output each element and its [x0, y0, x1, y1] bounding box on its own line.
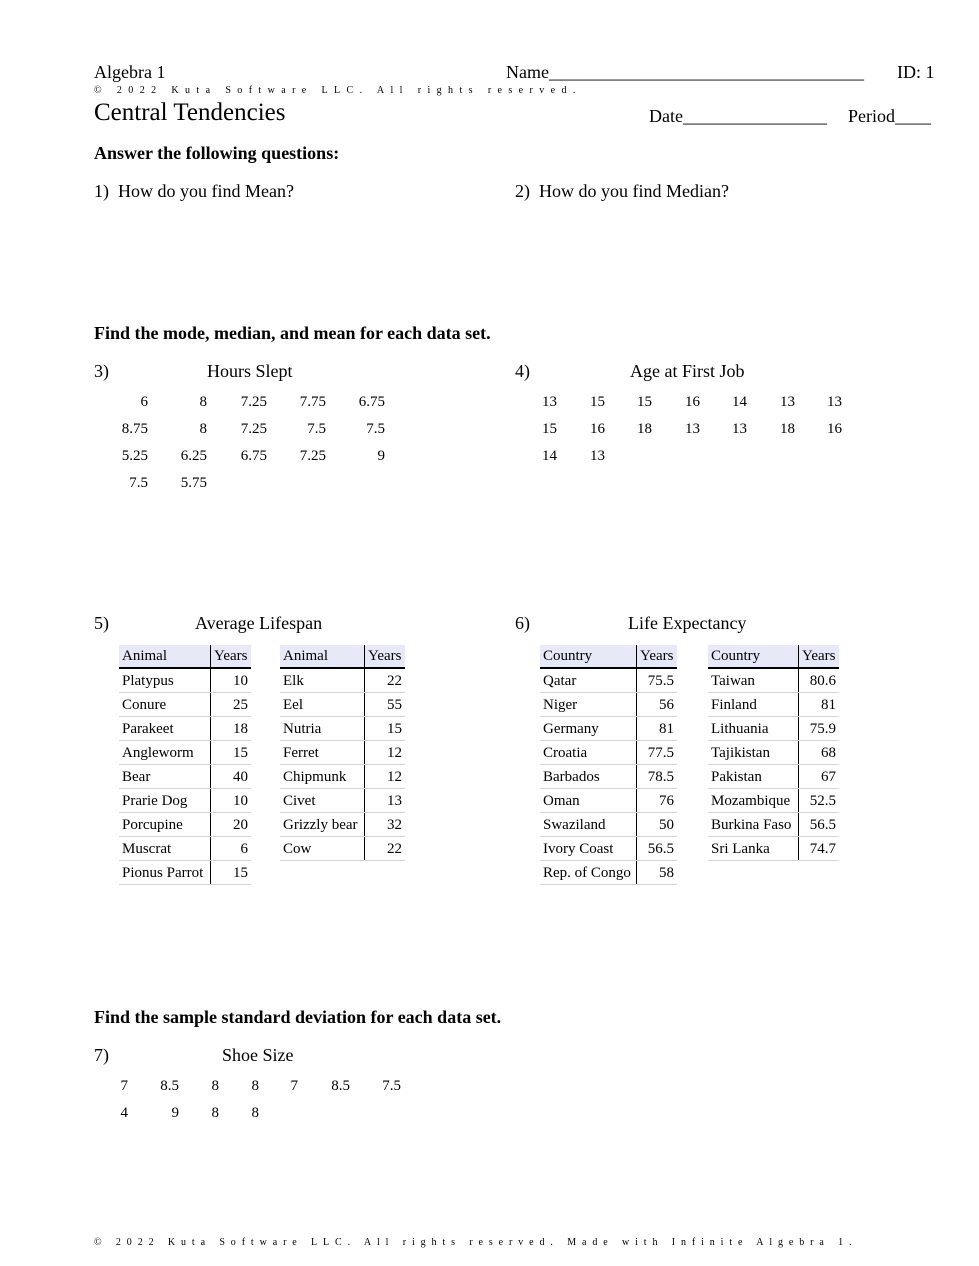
years-cell: 68 [799, 741, 840, 765]
animal-cell: Bear [119, 765, 211, 789]
data-value: 13 [732, 421, 747, 437]
lifespan-table-right [280, 645, 405, 861]
years-cell: 13 [365, 789, 406, 813]
years-cell: 75.9 [799, 717, 840, 741]
date-field-label: Date________________ [649, 106, 827, 126]
table-row [119, 717, 251, 741]
data-value: 18 [637, 421, 652, 437]
animal-cell: Parakeet [119, 717, 211, 741]
question-7-number: 7) [94, 1045, 109, 1065]
years-cell: 32 [365, 813, 406, 837]
data-value: 8.75 [121, 421, 148, 437]
table-row [119, 741, 251, 765]
question-4-number: 4) [515, 361, 530, 381]
country-cell: Lithuania [708, 717, 799, 741]
data-value: 7.5 [366, 421, 385, 437]
years-cell: 75.5 [637, 668, 678, 693]
years-cell: 80.6 [799, 668, 840, 693]
table-row [708, 813, 839, 837]
years-cell: 56 [637, 693, 678, 717]
animal-cell: Ferret [280, 741, 365, 765]
country-cell: Niger [540, 693, 637, 717]
question-1-number: 1) [94, 181, 109, 201]
animal-cell: Muscrat [119, 837, 211, 861]
question-7-title: Shoe Size [222, 1045, 294, 1065]
years-cell: 12 [365, 765, 406, 789]
table-row [280, 837, 405, 861]
table-row [119, 789, 251, 813]
data-value: 9 [171, 1105, 179, 1121]
years-cell: 12 [365, 741, 406, 765]
table-row [119, 668, 251, 693]
section1-instructions: Answer the following questions: [94, 143, 340, 163]
data-value: 7.25 [240, 421, 267, 437]
table-row [280, 693, 405, 717]
table-row [280, 765, 405, 789]
animal-cell: Pionus Parrot [119, 861, 211, 885]
data-value: 7.5 [382, 1078, 401, 1094]
data-value: 13 [590, 448, 605, 464]
footer-copyright: © 2022 Kuta Software LLC. All rights reserved. Made with Infinite Algebra 1. [94, 1237, 858, 1248]
header-copyright: © 2022 Kuta Software LLC. All rights reserved. [94, 85, 582, 96]
column-header-years: Years [637, 645, 678, 668]
data-value: 8 [199, 394, 207, 410]
data-value: 8 [251, 1105, 259, 1121]
data-value: 13 [685, 421, 700, 437]
years-cell: 58 [637, 861, 678, 885]
table-row [708, 765, 839, 789]
section3-instructions: Find the sample standard deviation for each data set. [94, 1007, 502, 1027]
data-value: 13 [827, 394, 842, 410]
lifespan-table-left [119, 645, 251, 885]
data-value: 8 [211, 1105, 219, 1121]
section2-instructions: Find the mode, median, and mean for each data set. [94, 323, 491, 343]
column-header-years: Years [799, 645, 840, 668]
years-cell: 15 [365, 717, 406, 741]
worksheet-title: Central Tendencies [94, 99, 286, 126]
data-value: 5.75 [180, 475, 207, 491]
data-value: 7.25 [299, 448, 326, 464]
country-cell: Burkina Faso [708, 813, 799, 837]
country-cell: Qatar [540, 668, 637, 693]
years-cell: 50 [637, 813, 678, 837]
data-value: 16 [827, 421, 842, 437]
years-cell: 15 [211, 861, 252, 885]
table-row [708, 837, 839, 861]
table-row [708, 668, 839, 693]
years-cell: 81 [637, 717, 678, 741]
name-field-label: Name___________________________________ [506, 62, 864, 82]
data-value: 7.5 [307, 421, 326, 437]
table-row [119, 837, 251, 861]
column-header-country: Country [540, 645, 637, 668]
question-2-number: 2) [515, 181, 530, 201]
table-row [540, 861, 677, 885]
data-value: 9 [377, 448, 385, 464]
table-row [119, 861, 251, 885]
life-expectancy-table-right [708, 645, 839, 861]
student-id: ID: 1 [897, 62, 935, 82]
country-cell: Oman [540, 789, 637, 813]
data-value: 6.75 [240, 448, 267, 464]
data-value: 14 [542, 448, 557, 464]
country-cell: Croatia [540, 741, 637, 765]
country-cell: Ivory Coast [540, 837, 637, 861]
data-value: 7.25 [240, 394, 267, 410]
animal-cell: Nutria [280, 717, 365, 741]
data-value: 6 [140, 394, 148, 410]
column-header-years: Years [211, 645, 252, 668]
table-row [708, 741, 839, 765]
question-5-title: Average Lifespan [195, 613, 323, 633]
years-cell: 20 [211, 813, 252, 837]
country-cell: Pakistan [708, 765, 799, 789]
years-cell: 10 [211, 668, 252, 693]
data-value: 4 [120, 1105, 128, 1121]
years-cell: 15 [211, 741, 252, 765]
data-value: 6.25 [180, 448, 207, 464]
years-cell: 74.7 [799, 837, 840, 861]
data-value: 16 [685, 394, 700, 410]
years-cell: 25 [211, 693, 252, 717]
question-1-text: How do you find Mean? [118, 181, 294, 201]
years-cell: 55 [365, 693, 406, 717]
country-cell: Germany [540, 717, 637, 741]
animal-cell: Porcupine [119, 813, 211, 837]
animal-cell: Eel [280, 693, 365, 717]
country-cell: Sri Lanka [708, 837, 799, 861]
data-value: 8.5 [160, 1078, 179, 1094]
years-cell: 6 [211, 837, 252, 861]
years-cell: 78.5 [637, 765, 678, 789]
data-value: 18 [780, 421, 795, 437]
table-row [540, 717, 677, 741]
table-row [119, 693, 251, 717]
course-name: Algebra 1 [94, 62, 166, 82]
column-header-years: Years [365, 645, 406, 668]
country-cell: Mozambique [708, 789, 799, 813]
table-row [280, 813, 405, 837]
animal-cell: Angleworm [119, 741, 211, 765]
years-cell: 77.5 [637, 741, 678, 765]
data-value: 7 [120, 1078, 128, 1094]
data-value: 14 [732, 394, 747, 410]
data-value: 6.75 [358, 394, 385, 410]
column-header-animal: Animal [119, 645, 211, 668]
data-value: 16 [590, 421, 605, 437]
years-cell: 56.5 [799, 813, 840, 837]
years-cell: 67 [799, 765, 840, 789]
question-4-title: Age at First Job [630, 361, 745, 381]
question-2-text: How do you find Median? [539, 181, 729, 201]
data-value: 5.25 [121, 448, 148, 464]
data-value: 7 [290, 1078, 298, 1094]
years-cell: 40 [211, 765, 252, 789]
animal-cell: Platypus [119, 668, 211, 693]
data-value: 15 [590, 394, 605, 410]
animal-cell: Prarie Dog [119, 789, 211, 813]
country-cell: Finland [708, 693, 799, 717]
period-field-label: Period____ [848, 106, 931, 126]
column-header-country: Country [708, 645, 799, 668]
table-row [280, 668, 405, 693]
table-row [708, 717, 839, 741]
table-row [280, 789, 405, 813]
animal-cell: Civet [280, 789, 365, 813]
country-cell: Barbados [540, 765, 637, 789]
table-row [280, 717, 405, 741]
table-row [708, 693, 839, 717]
country-cell: Tajikistan [708, 741, 799, 765]
table-row [540, 837, 677, 861]
data-value: 8 [251, 1078, 259, 1094]
years-cell: 52.5 [799, 789, 840, 813]
table-row [119, 765, 251, 789]
question-5-number: 5) [94, 613, 109, 633]
table-row [540, 765, 677, 789]
years-cell: 18 [211, 717, 252, 741]
country-cell: Swaziland [540, 813, 637, 837]
table-row [708, 789, 839, 813]
years-cell: 10 [211, 789, 252, 813]
data-value: 8 [199, 421, 207, 437]
table-row [119, 813, 251, 837]
data-value: 8 [211, 1078, 219, 1094]
data-value: 8.5 [331, 1078, 350, 1094]
data-value: 7.5 [129, 475, 148, 491]
years-cell: 81 [799, 693, 840, 717]
table-row [540, 668, 677, 693]
table-row [540, 693, 677, 717]
question-2 [515, 181, 729, 202]
question-3-title: Hours Slept [207, 361, 293, 381]
animal-cell: Elk [280, 668, 365, 693]
life-expectancy-table-left [540, 645, 677, 885]
years-cell: 56.5 [637, 837, 678, 861]
data-value: 15 [542, 421, 557, 437]
data-value: 13 [780, 394, 795, 410]
question-3-number: 3) [94, 361, 109, 381]
animal-cell: Cow [280, 837, 365, 861]
question-1 [94, 181, 294, 202]
animal-cell: Chipmunk [280, 765, 365, 789]
column-header-animal: Animal [280, 645, 365, 668]
country-cell: Taiwan [708, 668, 799, 693]
table-row [540, 789, 677, 813]
data-value: 13 [542, 394, 557, 410]
data-value: 7.75 [299, 394, 326, 410]
years-cell: 76 [637, 789, 678, 813]
table-row [540, 813, 677, 837]
animal-cell: Conure [119, 693, 211, 717]
years-cell: 22 [365, 837, 406, 861]
country-cell: Rep. of Congo [540, 861, 637, 885]
question-6-title: Life Expectancy [628, 613, 747, 633]
table-row [280, 741, 405, 765]
question-6-number: 6) [515, 613, 530, 633]
table-row [540, 741, 677, 765]
data-value: 15 [637, 394, 652, 410]
years-cell: 22 [365, 668, 406, 693]
animal-cell: Grizzly bear [280, 813, 365, 837]
